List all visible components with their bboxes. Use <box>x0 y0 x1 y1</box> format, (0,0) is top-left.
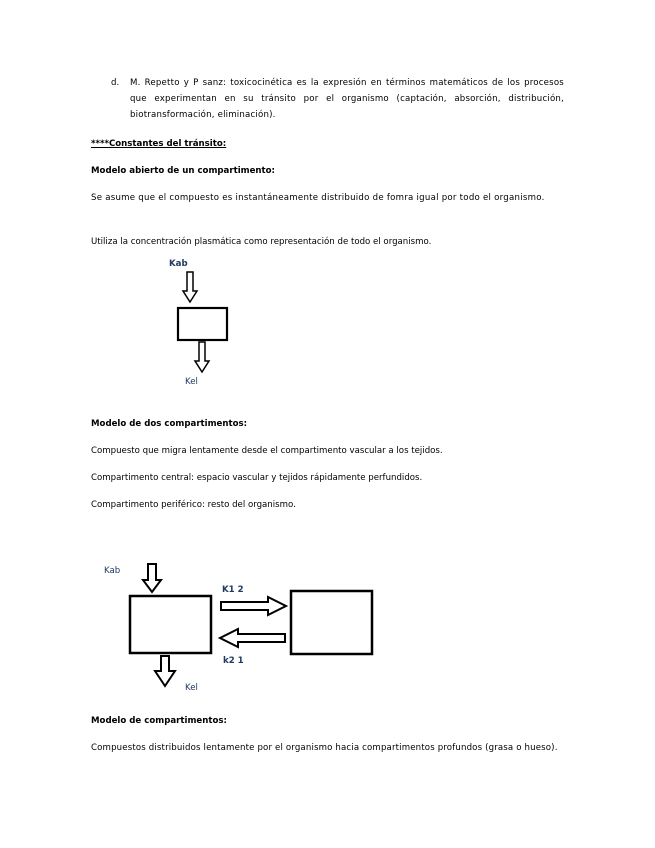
kab-inflow-arrow-2 <box>143 564 161 592</box>
two-comp-k12-label: K1 2 <box>222 585 244 595</box>
kel-outflow-arrow-2 <box>155 656 175 686</box>
two-compartments-paragraph-2: Compartimento central: espacio vascular y tejidos rápidamente perfundidos. <box>91 473 423 483</box>
two-compartments-paragraph-1: Compuesto que migra lentamente desde el compartimento vascular a los tejidos. <box>91 446 443 456</box>
two-compartments-paragraph-3: Compartimento periférico: resto del organismo. <box>91 500 296 510</box>
section-heading: ****Constantes del tránsito: <box>91 139 227 149</box>
two-comp-kel-label: Kel <box>185 683 198 693</box>
multi-compartments-paragraph-1: Compuestos distribuidos lentamente por el organismo hacia compartimentos profundos (grasa o hueso). <box>91 743 558 753</box>
one-compartment-paragraph-1: Se asume que el compuesto es instantáneamente distribuido de fomra igual por todo el organismo. <box>91 193 545 203</box>
two-compartments-heading: Modelo de dos compartimentos: <box>91 419 248 429</box>
multi-compartments-heading: Modelo de compartimentos: <box>91 716 227 726</box>
one-compartment-heading: Modelo abierto de un compartimento: <box>91 166 275 176</box>
two-comp-k21-label: k2 1 <box>223 656 244 666</box>
list-marker: d. <box>111 78 120 88</box>
peripheral-compartment-box <box>291 591 372 654</box>
two-comp-kab-label: Kab <box>104 566 121 576</box>
k21-transfer-arrow <box>220 629 285 647</box>
one-comp-kab-label: Kab <box>169 259 188 269</box>
k12-transfer-arrow <box>221 597 286 615</box>
list-item-text: M. Repetto y P sanz: toxicocinética es la expresión en términos matemáticos de los procesos que experimentan en su tránsito por el organismo (captación, absorción, distribución, biotransformación, eliminación). <box>130 78 564 120</box>
central-compartment-box <box>130 596 211 653</box>
one-comp-kel-label: Kel <box>185 377 198 387</box>
one-compartment-paragraph-2: Utiliza la concentración plasmática como representación de todo el organismo. <box>91 237 432 247</box>
